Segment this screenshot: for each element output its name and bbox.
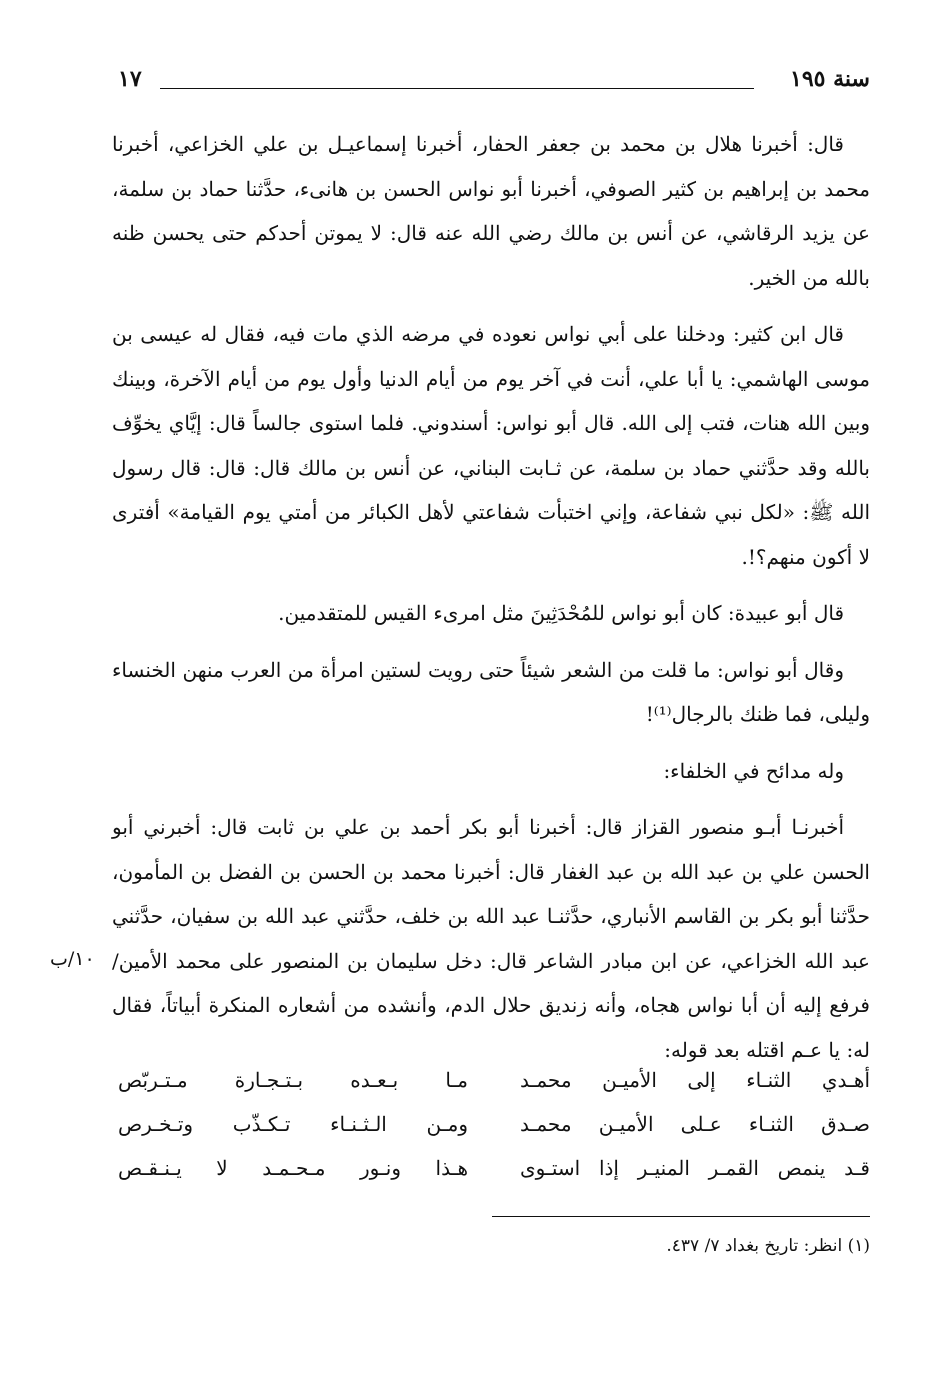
header-year: سنة ١٩٥ bbox=[790, 66, 870, 92]
running-header bbox=[118, 66, 870, 96]
margin-folio-note: ١٠/ب bbox=[50, 948, 95, 970]
header-rule bbox=[160, 88, 754, 89]
poem bbox=[118, 1060, 870, 1192]
paragraph-ibn-kathir: قال ابن كثير: ودخلنا على أبي نواس نعوده في مرضه الذي مات فيه، فقال له عيسى بن موسى الهاشمي: يا أبا علي، أنت في آخر يوم من أيام الدنيا وأول يوم من أيام الآخرة، وبينك وبين الله هنات، فتب إلى الله. قال أبو نواس: أسندوني. فلما استوى جالساً قال: إيَّاي يخوِّف بالله وقد حدَّثني حماد بن سلمة، عن ثـابت البناني، عن أنس بن مالك قال: قال: قال رسول الله ﷺ: «لكل نبي شفاعة، وإني اختبأت شفاعتي لأهل الكبائر من أمتي يوم القيامة» أفترى لا أكون منهم؟!. bbox=[112, 322, 870, 569]
paragraph-abu-ubayda: قال أبو عبيدة: كان أبو نواس للمُحْدَثِينَ مثل امرىء القيس للمتقدمين. bbox=[278, 601, 844, 625]
verse-first-hemistich: أهـدي الثنـاء إلى الأميـن محمـد bbox=[520, 1068, 870, 1092]
paragraph-abu-nuwas-poetry: وقال أبو نواس: ما قلت من الشعر شيئاً حتى رويت لستين امرأة من العرب منهن الخنساء وليلى، فما ظنك بالرجال⁽¹⁾! bbox=[112, 657, 870, 726]
verse-second-hemistich: هـذا ونـور مـحـمـد لا يـنـقـص bbox=[118, 1156, 468, 1180]
verse bbox=[118, 1148, 870, 1192]
verse-second-hemistich: مـا بـعـده بـتـجـارة مـتـربّص bbox=[118, 1068, 468, 1092]
verse-first-hemistich: قـد ينمص القمـر المنيـر إذا استـوى bbox=[520, 1156, 870, 1180]
verse-first-hemistich: صـدق الثنـاء عـلى الأميـن محمـد bbox=[520, 1112, 870, 1136]
verse-second-hemistich: ومـن الـثـنـاء تـكـذّب وتـخـرص bbox=[118, 1112, 468, 1136]
main-text bbox=[112, 122, 870, 1072]
section-heading-praises: وله مدائح في الخلفاء: bbox=[663, 758, 844, 783]
paragraph-hadith-isnad: قال: أخبرنا هلال بن محمد بن جعفر الحفار، أخبرنا إسماعيـل بن علي الخزاعي، أخبرنا محمد بن إبراهيم بن كثير الصوفي، أخبرنا أبو نواس الحسن بن هانىء، حدَّثنا حماد بن سلمة، عن يزيد الرقاشي، عن أنس بن مالك رضي الله عنه قال: لا يموتن أحدكم حتى يحسن ظنه بالله من الخير. bbox=[112, 132, 870, 290]
verse bbox=[118, 1060, 870, 1104]
verse bbox=[118, 1104, 870, 1148]
footnote: (١) انظر: تاريخ بغداد ٧/ ٤٣٧. bbox=[666, 1236, 870, 1256]
footnote-rule bbox=[492, 1216, 870, 1217]
page-number: ١٧ bbox=[118, 66, 142, 92]
paragraph-amin-story: أخبرنـا أبـو منصور القزاز قال: أخبرنا أبو بكر أحمد بن علي بن ثابت قال: أخبرني أبو الحسن علي بن عبد الله بن عبد الغفار قال: أخبرنا محمد بن الحسن بن الفضل بن المأمون، حدَّثنا أبو بكر بن القاسم الأنباري، حدَّثنـا عبد الله بن خلف، حدَّثني عبد الله بن سفيان، حدَّثني عبد الله الخزاعي، عن ابن مبادر الشاعر قال: دخل سليمان بن المنصور على محمد الأمين/ فرفع إليه أن أبا نواس هجاه، وأنه زنديق حلال الدم، وأنشده من أشعاره المنكرة أبياتاً، فقال له: يا عـم اقتله بعد قوله: bbox=[112, 815, 870, 1062]
